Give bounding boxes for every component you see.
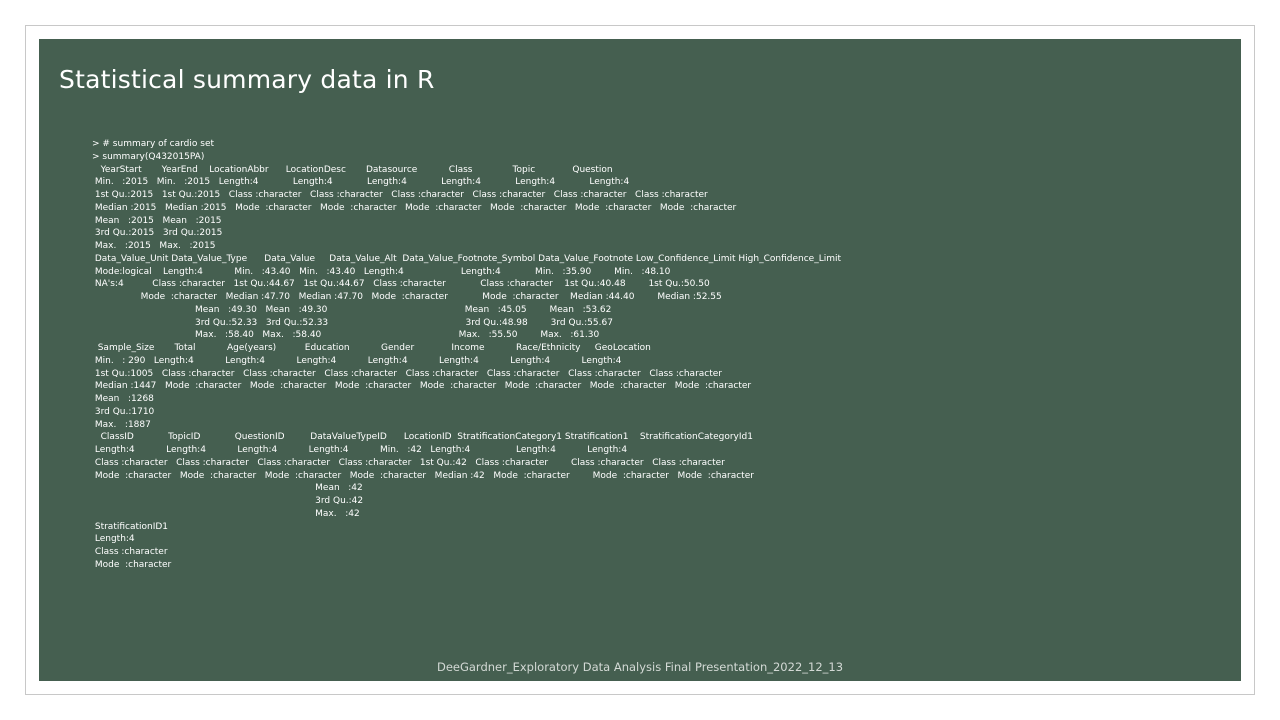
console-line: Data_Value_Unit Data_Value_Type Data_Value Data_Value_Alt Data_Value_Footnote_Symbol Data_Value_Footnote Low_Confidence_Limit High_Confidence_Limit xyxy=(92,253,842,264)
console-line: 3rd Qu.:52.33 3rd Qu.:52.33 3rd Qu.:48.98 3rd Qu.:55.67 xyxy=(92,317,613,328)
console-line: Median :2015 Median :2015 Mode :character Mode :character Mode :character Mode :character Mode :character Mode :character xyxy=(92,202,737,213)
console-line: Median :1447 Mode :character Mode :character Mode :character Mode :character Mode :character Mode :character Mode :character xyxy=(92,381,752,392)
console-line: > # summary of cardio set xyxy=(92,139,215,149)
console-line: 1st Qu.:2015 1st Qu.:2015 Class :character Class :character Class :character Class :character Class :character Class :character xyxy=(92,190,708,200)
console-line: > summary(Q432015PA) xyxy=(92,151,205,162)
console-line: Mode :character Median :47.70 Median :47.70 Mode :character Mode :character Median :44.40 Median :52.55 xyxy=(92,292,722,302)
console-line: StratificationID1 xyxy=(92,521,169,532)
console-line: Sample_Size Total Age(years) Education Gender Income Race/Ethnicity GeoLocation xyxy=(92,343,651,353)
console-line: Mean :2015 Mean :2015 xyxy=(92,215,222,226)
console-line: Mean :49.30 Mean :49.30 Mean :45.05 Mean :53.62 xyxy=(92,304,612,315)
console-line: Class :character xyxy=(92,547,168,557)
console-line: 3rd Qu.:42 xyxy=(92,496,364,506)
slide-title: Statistical summary data in R xyxy=(59,65,435,94)
console-line: 1st Qu.:1005 Class :character Class :character Class :character Class :character Class :character Class :character Class :character xyxy=(92,368,723,379)
console-line: Max. :58.40 Max. :58.40 Max. :55.50 Max. :61.30 xyxy=(92,330,600,341)
console-line: ClassID TopicID QuestionID DataValueTypeID LocationID StratificationCategory1 Stratification1 StratificationCategoryId1 xyxy=(92,432,753,443)
console-line: Length:4 xyxy=(92,534,135,545)
console-line: Mode :character Mode :character Mode :character Mode :character Median :42 Mode :character Mode :character Mode :character xyxy=(92,470,754,481)
console-line: Mean :42 xyxy=(92,483,363,494)
slide-footer: DeeGardner_Exploratory Data Analysis Final Presentation_2022_12_13 xyxy=(436,660,844,674)
console-line: Class :character Class :character Class :character Class :character 1st Qu.:42 Class :character Class :character Class :character xyxy=(92,457,725,468)
slide xyxy=(39,39,1241,681)
console-line: NA's:4 Class :character 1st Qu.:44.67 1st Qu.:44.67 Class :character Class :character 1st Qu.:40.48 1st Qu.:50.50 xyxy=(92,279,710,290)
console-line: Min. : 290 Length:4 Length:4 Length:4 Length:4 Length:4 Length:4 Length:4 xyxy=(92,355,622,366)
r-console-output xyxy=(92,138,841,572)
console-line: YearStart YearEnd LocationAbbr LocationDesc Datasource Class Topic Question xyxy=(92,164,613,175)
console-line: Max. :42 xyxy=(92,508,360,519)
console-line: Mode :character xyxy=(92,559,172,570)
console-line: 3rd Qu.:1710 xyxy=(92,406,155,417)
console-line: Min. :2015 Min. :2015 Length:4 Length:4 Length:4 Length:4 Length:4 Length:4 xyxy=(92,177,630,188)
console-line: Length:4 Length:4 Length:4 Length:4 Min. :42 Length:4 Length:4 Length:4 xyxy=(92,445,628,455)
console-line: Max. :1887 xyxy=(92,419,151,430)
console-line: Mode:logical Length:4 Min. :43.40 Min. :43.40 Length:4 Length:4 Min. :35.90 Min. :48.10 xyxy=(92,266,671,277)
console-line: Mean :1268 xyxy=(92,394,154,404)
console-line: 3rd Qu.:2015 3rd Qu.:2015 xyxy=(92,228,223,239)
console-line: Max. :2015 Max. :2015 xyxy=(92,241,216,251)
